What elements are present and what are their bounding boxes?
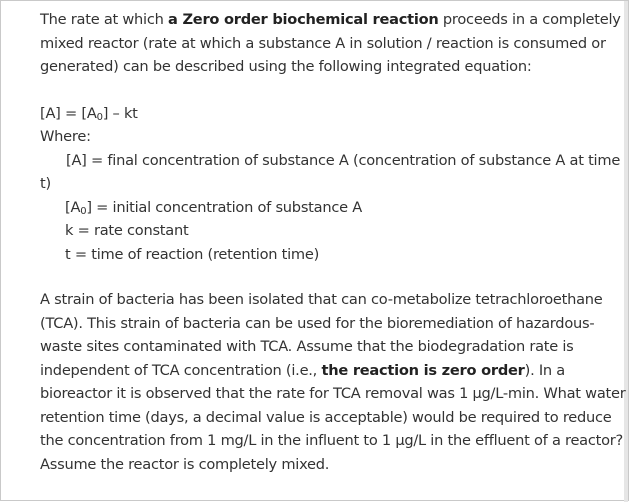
integrated-equation [40, 102, 629, 126]
definition-t: t = time of reaction (retention time) [65, 245, 320, 263]
definition-a0 [40, 196, 629, 220]
problem-bold-term: the reaction is zero order [321, 361, 525, 379]
definition-k: k = rate constant [65, 222, 189, 239]
problem-text-start: A strain of bacteria has been isolated that can co-metabolize tetrachloroethane (TCA). This strain of bacteria can be used for the bioremediation of hazardous-waste sites contaminated with TCA. Assume that the biodegradation rate is independent of TCA concentration (i.e., [40, 291, 603, 379]
equation-lhs: [A] = [A [40, 104, 97, 122]
where-label: Where: [40, 128, 91, 145]
problem-paragraph [40, 288, 629, 476]
intro-bold-term: a Zero order biochemical reaction [168, 11, 439, 28]
equation-subscript: 0 [96, 111, 103, 123]
equation-rhs: ] – kt [102, 104, 138, 122]
definition-a: [A] = final concentration of substance A (concentration of substance A at time t) [40, 151, 621, 192]
definition-a0-suffix: ] = initial concentration of substance A [86, 198, 362, 216]
intro-paragraph [40, 8, 629, 79]
problem-text-end: ). In a bioreactor it is observed that the rate for TCA removal was 1 µg/L-min. What water retention time (days, a decimal value is acceptable) would be required to reduce the concentration from 1 mg/L in the influent to 1 µg/L in the effluent of a reactor? Assume the reactor is completely mixed. [40, 361, 626, 473]
document-content [40, 8, 629, 476]
intro-text-end: proceeds in a completely mixed reactor (rate at which a substance A in solution / reaction is consumed or generated) can be described using the following integrated equation: [40, 11, 621, 75]
intro-text-start: The rate at which [40, 11, 169, 28]
definition-a0-prefix: [A [65, 198, 81, 216]
definition-a0-subscript: 0 [80, 205, 87, 217]
